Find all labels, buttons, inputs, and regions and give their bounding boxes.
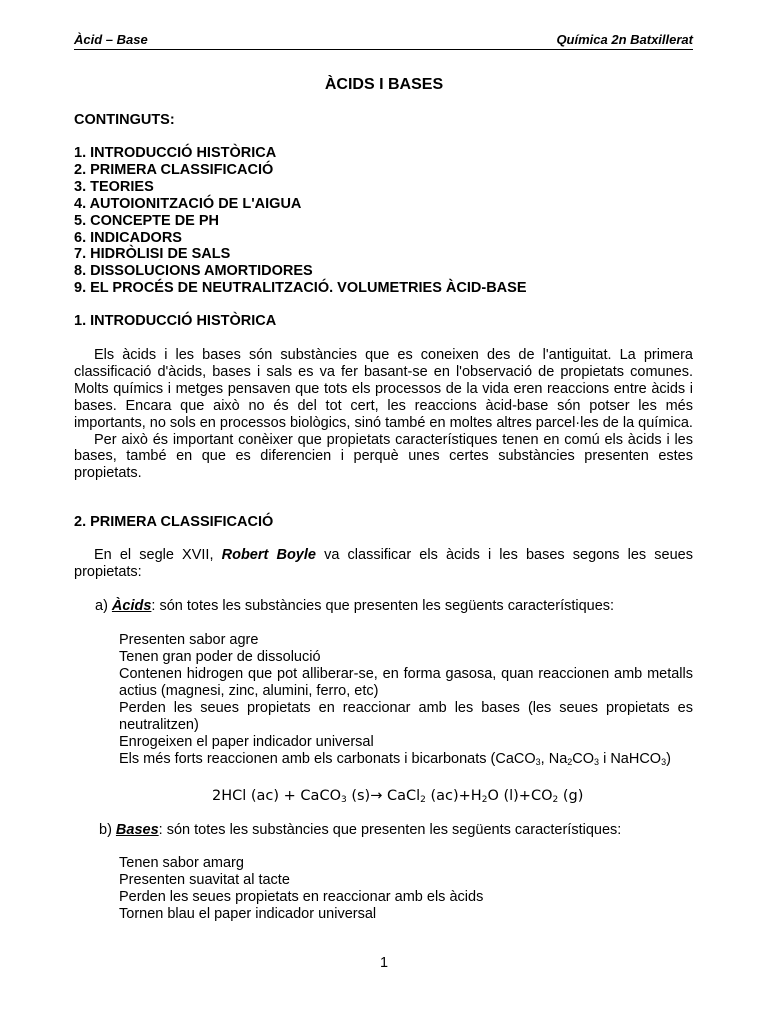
section1-heading: 1. INTRODUCCIÓ HISTÒRICA xyxy=(74,313,277,329)
list-item: Perden les seues propietats en reaccionar amb els àcids xyxy=(119,889,484,905)
toc-item: 3. TEORIES xyxy=(74,178,154,195)
bases-properties-list xyxy=(119,855,693,923)
bases-definition: b) Bases: són totes les substàncies que presenten les següents característiques: xyxy=(99,822,622,838)
document-title: ÀCIDS I BASES xyxy=(324,76,444,93)
list-item: Tornen blau el paper indicador universal xyxy=(119,906,377,922)
list-item: Contenen hidrogen que pot alliberar-se, en forma gasosa, quan reaccionen amb metalls actius (magnesi, zinc, alumini, ferro, etc) xyxy=(119,666,693,699)
toc-item: 4. AUTOIONITZACIÓ DE L'AIGUA xyxy=(74,195,302,212)
bases-term: Bases xyxy=(115,822,159,838)
scientist-name: Robert Boyle xyxy=(221,547,316,563)
chemical-equation: 2HCl (ac) + CaCO$_3$ (s)→ CaCl$_2$ $(ac)+H_2O$ $(l)+CO_2$ (g) xyxy=(212,788,584,805)
intro-text: En el segle XVII, xyxy=(94,547,222,563)
contents-heading: CONTINGUTS: xyxy=(74,112,175,128)
list-item: Enrogeixen el paper indicador universal xyxy=(119,734,374,750)
list-item: Perden les seues propietats en reaccionar amb les bases (les seues propietats es neutralitzen) xyxy=(119,700,693,733)
list-item: Presenten sabor agre xyxy=(119,632,259,648)
toc-item: 8. DISSOLUCIONS AMORTIDORES xyxy=(74,263,313,280)
page-header xyxy=(74,32,693,50)
list-item: Presenten suavitat al tacte xyxy=(119,872,290,888)
section2-intro xyxy=(74,547,693,581)
acids-properties-list xyxy=(119,632,693,771)
paragraph: Per això és important conèixer que propietats característiques tenen en comú els àcids i les bases, també en que es diferencien i perquè unes certes substàncies presenten estes propietats. xyxy=(74,431,693,482)
table-of-contents xyxy=(74,145,527,297)
toc-item: 5. CONCEPTE DE PH xyxy=(74,212,220,229)
section1-body xyxy=(74,347,693,482)
intro-text: va classificar els àcids i les bases segons les seues propietats: xyxy=(74,547,693,580)
header-left: Àcid – Base xyxy=(74,32,148,47)
paragraph: Els àcids i les bases són substàncies que es coneixen des de l'antiguitat. La primera classificació d'àcids, bases i sals es va fer basant-se en l'observació de propietats comunes. Molts químics i metges pensaven que tots els processos de la vida eren reaccions entre àcids i bases. Encara que això no és del tot cert, les reaccions àcid-base són potser les més importants, no sols en processos biològics, sinó també en moltes altres parcel·les de la química. xyxy=(74,347,693,431)
toc-item: 1. INTRODUCCIÓ HISTÒRICA xyxy=(74,145,277,161)
acids-term: Àcids xyxy=(111,598,152,614)
list-item-carbonates: Els més forts reaccionen amb els carbonats i bicarbonats (CaCO$_3$, $Na_2CO_3$ i NaHCO$_3$) xyxy=(119,751,671,767)
acids-definition: a) Àcids: són totes les substàncies que presenten les següents característiques: xyxy=(95,598,615,614)
toc-item: 9. EL PROCÉS DE NEUTRALITZACIÓ. VOLUMETRIES ÀCID-BASE xyxy=(74,280,527,297)
page-number: 1 xyxy=(379,955,389,971)
section2-heading: 2. PRIMERA CLASSIFICACIÓ xyxy=(74,514,274,530)
list-item: Tenen gran poder de dissolució xyxy=(119,649,321,665)
toc-item: 6. INDICADORS xyxy=(74,229,182,246)
toc-item: 7. HIDRÒLISI DE SALS xyxy=(74,246,231,263)
toc-item: 2. PRIMERA CLASSIFICACIÓ xyxy=(74,161,274,178)
list-item: Tenen sabor amarg xyxy=(119,855,244,871)
header-right: Química 2n Batxillerat xyxy=(556,32,693,47)
